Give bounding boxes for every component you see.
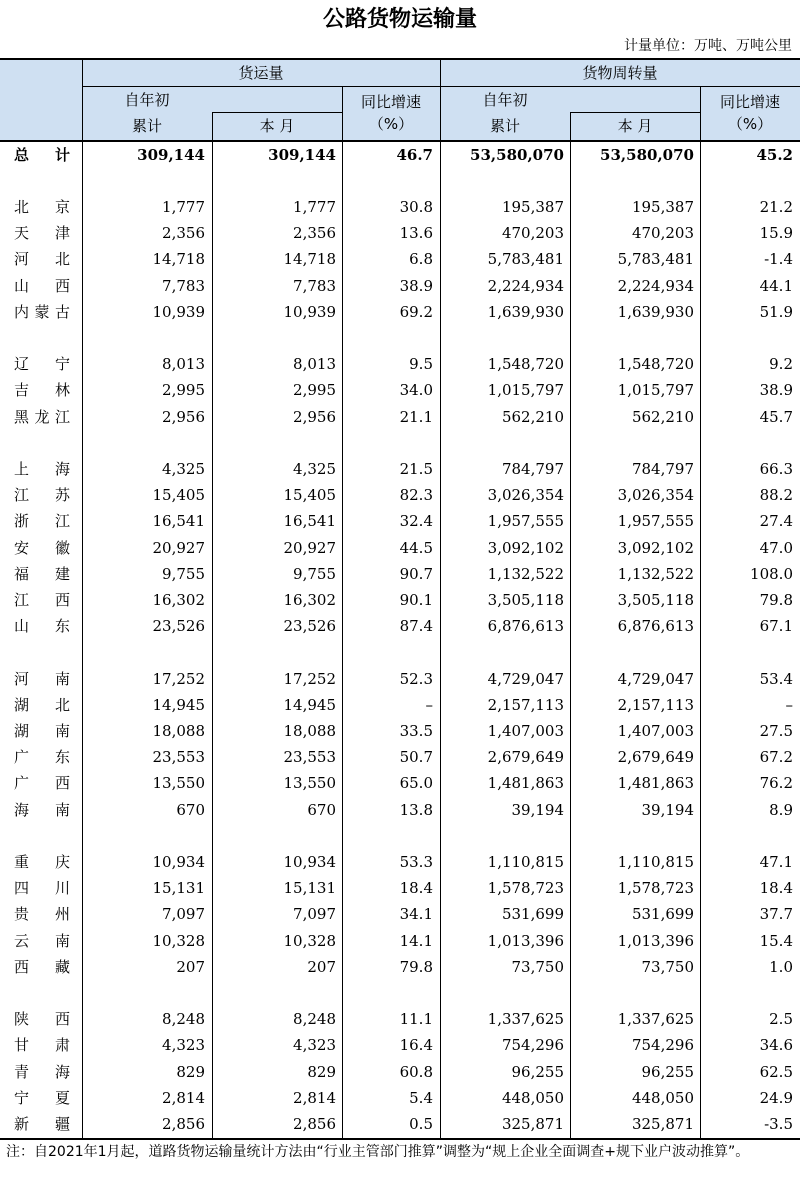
table-row: [0, 246, 800, 272]
header-turnover-ytd: 自年初: [482, 91, 528, 109]
region-name: 江西: [14, 591, 70, 609]
cell-turnover-ytd: 195,387: [501, 198, 564, 216]
header-divider: [212, 112, 342, 113]
cell-turnover-ytd: 3,505,118: [487, 591, 564, 609]
cell-turnover-ytd: 96,255: [511, 1062, 564, 1081]
cell-turnover-ytd: 1,548,720: [487, 355, 564, 374]
table-row: [0, 613, 800, 639]
cell-freight-yoy: 87.4: [399, 617, 433, 636]
header-freight-yoy: 同比增速: [360, 93, 421, 111]
cell-freight-yoy: 53.3: [399, 853, 433, 871]
cell-freight-month: 10,328: [283, 931, 336, 950]
cell-turnover-ytd: 1,639,930: [487, 302, 564, 321]
cell-turnover-yoy: 38.9: [759, 381, 793, 400]
cell-freight-yoy: 46.7: [396, 146, 433, 164]
cell-freight-ytd: 23,526: [152, 617, 205, 636]
cell-freight-month: 14,718: [283, 250, 336, 269]
cell-turnover-yoy: 45.2: [756, 146, 793, 164]
cell-turnover-month: 195,387: [631, 198, 694, 216]
cell-freight-month: 16,541: [283, 512, 336, 531]
cell-turnover-month: 562,210: [631, 407, 694, 426]
cell-freight-yoy: 0.5: [409, 1115, 433, 1133]
table-row: [0, 587, 800, 613]
cell-turnover-yoy: –: [785, 695, 793, 714]
cell-freight-yoy: 21.5: [399, 460, 433, 478]
table-row: [0, 561, 800, 587]
region-name: 天津: [14, 224, 70, 243]
cell-turnover-month: 1,132,522: [617, 564, 694, 583]
cell-freight-yoy: 44.5: [399, 538, 433, 557]
cell-turnover-month: 6,876,613: [617, 617, 694, 636]
table-row: [0, 1085, 800, 1111]
cell-freight-yoy: 9.5: [409, 355, 433, 374]
cell-turnover-month: 1,481,863: [617, 774, 694, 793]
cell-turnover-ytd: 39,194: [511, 800, 564, 819]
cell-freight-ytd: 2,856: [162, 1115, 205, 1133]
cell-freight-month: 829: [307, 1062, 336, 1081]
region-name: 陕西: [14, 1010, 70, 1029]
cell-turnover-ytd: 2,157,113: [487, 695, 564, 714]
header-freight-ytd-cum: 累计: [131, 117, 162, 135]
cell-freight-month: 23,526: [283, 617, 336, 636]
table-row: [0, 744, 800, 770]
table-row: [0, 797, 800, 823]
cell-freight-yoy: 34.0: [399, 381, 433, 400]
cell-freight-ytd: 14,945: [152, 695, 205, 714]
cell-freight-yoy: 18.4: [399, 879, 433, 898]
header-turnover-ytd-cum: 累计: [489, 117, 520, 135]
cell-freight-yoy: 13.6: [399, 224, 433, 243]
region-name: 江苏: [14, 486, 70, 505]
cell-turnover-month: 448,050: [631, 1088, 694, 1107]
cell-turnover-ytd: 531,699: [501, 905, 564, 924]
cell-turnover-month: 4,729,047: [617, 669, 694, 688]
region-name: 山西: [14, 276, 70, 295]
cell-freight-ytd: 17,252: [152, 669, 205, 688]
bottom-rule: [0, 1138, 800, 1140]
cell-freight-yoy: 14.1: [399, 931, 433, 950]
table-row: [0, 1111, 800, 1137]
cell-freight-yoy: 21.1: [399, 407, 433, 426]
cell-turnover-yoy: 44.1: [759, 276, 793, 295]
cell-turnover-month: 1,407,003: [617, 722, 694, 740]
cell-turnover-ytd: 1,578,723: [487, 879, 564, 898]
cell-freight-ytd: 2,995: [162, 381, 205, 400]
cell-turnover-yoy: 34.6: [759, 1036, 793, 1055]
cell-turnover-yoy: 15.4: [759, 931, 793, 950]
cell-freight-ytd: 10,328: [152, 931, 205, 950]
cell-turnover-month: 1,957,555: [617, 512, 694, 531]
table-row: [0, 351, 800, 377]
cell-freight-ytd: 7,783: [162, 276, 205, 295]
cell-turnover-yoy: 45.7: [759, 407, 793, 426]
cell-turnover-ytd: 3,026,354: [487, 486, 564, 505]
cell-freight-ytd: 13,550: [152, 774, 205, 793]
cell-turnover-month: 1,548,720: [617, 355, 694, 374]
table-row: [0, 770, 800, 796]
cell-turnover-ytd: 1,110,815: [487, 853, 564, 871]
region-name: 贵州: [14, 905, 70, 924]
table-row: [0, 1032, 800, 1058]
cell-turnover-month: 2,224,934: [617, 276, 694, 295]
region-name: 广东: [14, 748, 70, 767]
cell-turnover-yoy: 8.9: [769, 800, 793, 819]
cell-freight-ytd: 207: [176, 957, 205, 976]
cell-freight-yoy: 50.7: [399, 748, 433, 767]
cell-turnover-ytd: 1,013,396: [487, 931, 564, 950]
header-turnover-yoy-unit: （%）: [727, 115, 773, 133]
region-name: 河北: [14, 250, 70, 269]
cell-freight-yoy: 34.1: [399, 905, 433, 924]
table-row: [0, 875, 800, 901]
region-name: 山东: [14, 617, 70, 636]
cell-turnover-yoy: 51.9: [759, 302, 793, 321]
cell-turnover-month: 325,871: [631, 1115, 694, 1133]
cell-turnover-yoy: -3.5: [764, 1115, 793, 1133]
cell-turnover-yoy: 9.2: [769, 355, 793, 374]
cell-freight-ytd: 829: [176, 1062, 205, 1081]
table-row: [0, 849, 800, 875]
header-freight-yoy-unit: （%）: [368, 115, 414, 133]
cell-freight-ytd: 16,541: [152, 512, 205, 531]
region-name: 福建: [14, 564, 70, 583]
cell-freight-month: 15,405: [283, 486, 336, 505]
cell-freight-ytd: 15,131: [152, 879, 205, 898]
cell-freight-yoy: 32.4: [399, 512, 433, 531]
table-row: [0, 220, 800, 246]
cell-turnover-month: 1,013,396: [617, 931, 694, 950]
region-name: 黑龙江: [14, 407, 70, 426]
cell-freight-month: 207: [307, 957, 336, 976]
cell-freight-ytd: 10,939: [152, 302, 205, 321]
header-divider: [82, 86, 800, 87]
cell-freight-month: 7,097: [293, 905, 336, 924]
cell-freight-yoy: 11.1: [399, 1010, 433, 1029]
table-row: [0, 666, 800, 692]
cell-turnover-month: 53,580,070: [600, 146, 694, 164]
cell-freight-ytd: 4,323: [162, 1036, 205, 1055]
cell-turnover-ytd: 73,750: [511, 957, 564, 976]
cell-turnover-yoy: 53.4: [759, 669, 793, 688]
cell-turnover-yoy: 27.4: [759, 512, 793, 531]
table-row: [0, 482, 800, 508]
region-name: 青海: [14, 1062, 70, 1081]
cell-turnover-ytd: 448,050: [501, 1088, 564, 1107]
table-row: [0, 928, 800, 954]
cell-turnover-month: 754,296: [631, 1036, 694, 1055]
cell-turnover-ytd: 2,224,934: [487, 276, 564, 295]
cell-turnover-ytd: 4,729,047: [487, 669, 564, 688]
cell-turnover-ytd: 1,407,003: [487, 722, 564, 740]
table-row: [0, 901, 800, 927]
table-row: [0, 508, 800, 534]
cell-turnover-yoy: 24.9: [759, 1088, 793, 1107]
cell-freight-month: 18,088: [283, 722, 336, 740]
cell-turnover-month: 3,026,354: [617, 486, 694, 505]
region-name: 重庆: [14, 853, 70, 871]
region-name: 西藏: [14, 957, 70, 976]
cell-turnover-month: 96,255: [641, 1062, 694, 1081]
region-name: 吉林: [14, 381, 70, 400]
cell-turnover-ytd: 562,210: [501, 407, 564, 426]
cell-turnover-ytd: 470,203: [501, 224, 564, 243]
cell-freight-ytd: 309,144: [137, 146, 205, 164]
region-name: 辽宁: [14, 355, 70, 374]
cell-freight-ytd: 20,927: [152, 538, 205, 557]
cell-turnover-yoy: 67.1: [759, 617, 793, 636]
cell-turnover-ytd: 6,876,613: [487, 617, 564, 636]
cell-turnover-month: 1,015,797: [617, 381, 694, 400]
table-row: [0, 954, 800, 980]
table-row: [0, 692, 800, 718]
table-row: [0, 718, 800, 744]
cell-freight-ytd: 8,013: [162, 355, 205, 374]
region-name: 湖南: [14, 722, 70, 740]
region-name: 新疆: [14, 1115, 70, 1133]
region-name: 河南: [14, 669, 70, 688]
cell-turnover-month: 5,783,481: [617, 250, 694, 269]
table-row: [0, 273, 800, 299]
cell-freight-ytd: 2,956: [162, 407, 205, 426]
cell-turnover-ytd: 1,957,555: [487, 512, 564, 531]
header-turnover-yoy: 同比增速: [719, 93, 780, 111]
table-row: [0, 377, 800, 403]
cell-freight-month: 8,248: [293, 1010, 336, 1029]
cell-turnover-yoy: 15.9: [759, 224, 793, 243]
region-name: 总 计: [14, 146, 70, 164]
cell-freight-yoy: 16.4: [399, 1036, 433, 1055]
total-row: [0, 142, 800, 168]
page-title: 公路货物运输量: [322, 7, 477, 32]
cell-freight-yoy: 65.0: [399, 774, 433, 793]
table-row: [0, 1006, 800, 1032]
cell-turnover-month: 3,092,102: [617, 538, 694, 557]
cell-turnover-yoy: 47.0: [759, 538, 793, 557]
cell-freight-yoy: 60.8: [399, 1062, 433, 1081]
cell-turnover-ytd: 2,679,649: [487, 748, 564, 767]
cell-turnover-ytd: 1,337,625: [487, 1010, 564, 1029]
cell-freight-month: 10,939: [283, 302, 336, 321]
cell-freight-ytd: 2,814: [162, 1088, 205, 1107]
cell-turnover-yoy: 67.2: [759, 748, 793, 767]
cell-freight-month: 4,323: [293, 1036, 336, 1055]
cell-freight-yoy: –: [425, 695, 433, 714]
region-name: 广西: [14, 774, 70, 793]
cell-turnover-month: 2,679,649: [617, 748, 694, 767]
cell-freight-yoy: 33.5: [399, 722, 433, 740]
cell-freight-month: 23,553: [283, 748, 336, 767]
cell-turnover-ytd: 1,015,797: [487, 381, 564, 400]
measurement-unit: 计量单位：万吨、万吨公里: [624, 38, 792, 54]
table-row: [0, 194, 800, 220]
header-divider: [570, 112, 700, 113]
cell-freight-ytd: 10,934: [152, 853, 205, 871]
cell-freight-yoy: 6.8: [409, 250, 433, 269]
cell-turnover-ytd: 53,580,070: [470, 146, 564, 164]
cell-freight-month: 7,783: [293, 276, 336, 295]
cell-turnover-yoy: -1.4: [764, 250, 793, 269]
cell-freight-month: 670: [307, 800, 336, 819]
cell-turnover-yoy: 88.2: [759, 486, 793, 505]
cell-turnover-month: 1,639,930: [617, 302, 694, 321]
cell-freight-yoy: 69.2: [399, 302, 433, 321]
cell-turnover-yoy: 18.4: [759, 879, 793, 898]
cell-turnover-ytd: 1,481,863: [487, 774, 564, 793]
cell-freight-month: 2,995: [293, 381, 336, 400]
cell-freight-yoy: 30.8: [399, 198, 433, 216]
cell-freight-ytd: 18,088: [152, 722, 205, 740]
cell-freight-month: 1,777: [293, 198, 336, 216]
region-name: 内蒙古: [14, 302, 70, 321]
cell-freight-month: 8,013: [293, 355, 336, 374]
cell-turnover-month: 531,699: [631, 905, 694, 924]
cell-freight-yoy: 52.3: [399, 669, 433, 688]
header-turnover: 货物周转量: [582, 64, 658, 82]
cell-turnover-yoy: 2.5: [769, 1010, 793, 1029]
cell-turnover-month: 470,203: [631, 224, 694, 243]
cell-turnover-month: 2,157,113: [617, 695, 694, 714]
table-row: [0, 299, 800, 325]
cell-freight-yoy: 38.9: [399, 276, 433, 295]
cell-freight-month: 9,755: [293, 564, 336, 583]
region-name: 甘肃: [14, 1036, 70, 1055]
cell-freight-ytd: 8,248: [162, 1010, 205, 1029]
cell-freight-month: 16,302: [283, 591, 336, 609]
region-name: 浙江: [14, 512, 70, 531]
cell-turnover-yoy: 62.5: [759, 1062, 793, 1081]
table-row: [0, 535, 800, 561]
cell-turnover-yoy: 76.2: [759, 774, 793, 793]
cell-freight-month: 4,325: [293, 460, 336, 478]
cell-turnover-yoy: 27.5: [759, 722, 793, 740]
cell-freight-yoy: 82.3: [399, 486, 433, 505]
header-freight-month: 本 月: [259, 117, 295, 135]
table-row: [0, 1059, 800, 1085]
cell-freight-month: 309,144: [268, 146, 336, 164]
header-freight-ytd: 自年初: [124, 91, 170, 109]
cell-turnover-month: 73,750: [641, 957, 694, 976]
region-name: 上海: [14, 460, 70, 478]
cell-freight-yoy: 90.7: [399, 564, 433, 583]
cell-turnover-ytd: 1,132,522: [487, 564, 564, 583]
cell-turnover-month: 1,337,625: [617, 1010, 694, 1029]
cell-turnover-ytd: 784,797: [501, 460, 564, 478]
region-name: 宁夏: [14, 1088, 70, 1107]
cell-freight-month: 15,131: [283, 879, 336, 898]
cell-freight-ytd: 23,553: [152, 748, 205, 767]
cell-turnover-yoy: 66.3: [759, 460, 793, 478]
region-name: 北京: [14, 198, 70, 216]
region-name: 海南: [14, 800, 70, 819]
header-turnover-month: 本 月: [617, 117, 653, 135]
cell-freight-month: 17,252: [283, 669, 336, 688]
cell-freight-month: 2,956: [293, 407, 336, 426]
cell-turnover-ytd: 325,871: [501, 1115, 564, 1133]
cell-turnover-yoy: 1.0: [769, 957, 793, 976]
region-name: 湖北: [14, 695, 70, 714]
cell-freight-ytd: 1,777: [162, 198, 205, 216]
header-freight: 货运量: [238, 64, 284, 82]
region-name: 云南: [14, 931, 70, 950]
cell-freight-ytd: 7,097: [162, 905, 205, 924]
cell-freight-ytd: 15,405: [152, 486, 205, 505]
region-name: 安徽: [14, 538, 70, 557]
cell-turnover-yoy: 108.0: [750, 564, 793, 583]
cell-turnover-month: 39,194: [641, 800, 694, 819]
cell-freight-ytd: 670: [176, 800, 205, 819]
cell-turnover-ytd: 3,092,102: [487, 538, 564, 557]
cell-turnover-ytd: 5,783,481: [487, 250, 564, 269]
cell-freight-month: 2,856: [293, 1115, 336, 1133]
cell-turnover-month: 3,505,118: [617, 591, 694, 609]
cell-turnover-yoy: 47.1: [759, 853, 793, 871]
cell-turnover-yoy: 37.7: [759, 905, 793, 924]
region-name: 四川: [14, 879, 70, 898]
cell-freight-yoy: 90.1: [399, 591, 433, 609]
table-row: [0, 456, 800, 482]
cell-freight-month: 14,945: [283, 695, 336, 714]
footnote: 注：自2021年1月起，道路货物运输量统计方法由“行业主管部门推算”调整为“规上企业全面调查+规下业户波动推算”。: [6, 1144, 750, 1160]
cell-freight-ytd: 2,356: [162, 224, 205, 243]
cell-turnover-month: 784,797: [631, 460, 694, 478]
cell-freight-yoy: 5.4: [409, 1088, 433, 1107]
cell-turnover-yoy: 21.2: [759, 198, 793, 216]
cell-turnover-month: 1,110,815: [617, 853, 694, 871]
cell-freight-month: 10,934: [283, 853, 336, 871]
cell-freight-month: 2,814: [293, 1088, 336, 1107]
cell-freight-ytd: 4,325: [162, 460, 205, 478]
cell-freight-month: 13,550: [283, 774, 336, 793]
table-row: [0, 404, 800, 430]
cell-turnover-yoy: 79.8: [759, 591, 793, 609]
cell-freight-month: 2,356: [293, 224, 336, 243]
cell-freight-ytd: 16,302: [152, 591, 205, 609]
cell-freight-month: 20,927: [283, 538, 336, 557]
cell-freight-ytd: 9,755: [162, 564, 205, 583]
cell-freight-yoy: 79.8: [399, 957, 433, 976]
cell-freight-ytd: 14,718: [152, 250, 205, 269]
cell-freight-yoy: 13.8: [399, 800, 433, 819]
cell-turnover-month: 1,578,723: [617, 879, 694, 898]
cell-turnover-ytd: 754,296: [501, 1036, 564, 1055]
